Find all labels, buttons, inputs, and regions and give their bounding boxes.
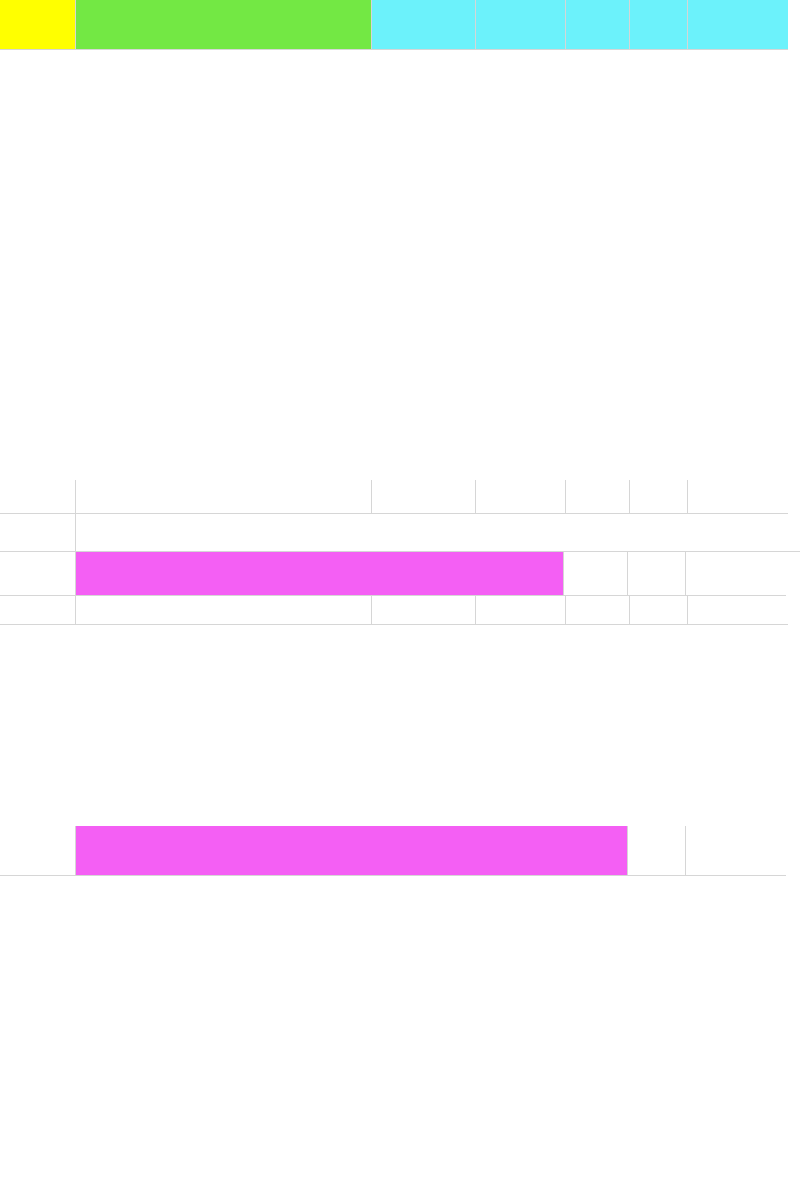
header-location[interactable] [476, 0, 566, 50]
empty-cell[interactable] [630, 480, 688, 514]
empty-cell[interactable] [686, 826, 786, 876]
tournament-leaders-title[interactable] [76, 552, 564, 596]
header-spent[interactable] [372, 0, 476, 50]
empty-cell[interactable] [566, 480, 630, 514]
tl-col-score[interactable] [372, 596, 476, 625]
tournament-leaders-header [0, 596, 800, 625]
empty-cell[interactable] [372, 480, 476, 514]
tournament-leaders-banner-row [0, 552, 800, 596]
header-score[interactable] [566, 0, 630, 50]
empty-cell[interactable] [686, 552, 786, 596]
tl-col-today[interactable] [476, 596, 566, 625]
empty-row [0, 480, 800, 514]
top3-title[interactable] [76, 826, 628, 876]
empty-cell[interactable] [76, 596, 372, 625]
empty-cell[interactable] [564, 552, 628, 596]
empty-cell[interactable] [688, 596, 788, 625]
header-thu[interactable] [630, 0, 688, 50]
empty-cell[interactable] [476, 480, 566, 514]
top3-banner-row [0, 826, 800, 876]
empty-cell[interactable] [76, 480, 372, 514]
footnote-row [0, 514, 800, 552]
header-percentage[interactable] [688, 0, 788, 50]
empty-cell[interactable] [628, 552, 686, 596]
empty-cell[interactable] [0, 480, 76, 514]
header-protagonist[interactable] [76, 0, 372, 50]
empty-cell[interactable] [0, 596, 76, 625]
empty-cell[interactable] [630, 596, 688, 625]
footnote[interactable] [76, 514, 800, 552]
header-row [0, 0, 800, 50]
empty-cell[interactable] [0, 826, 76, 876]
empty-cell[interactable] [688, 480, 788, 514]
header-pos[interactable] [0, 0, 76, 50]
empty-cell[interactable] [0, 514, 76, 552]
empty-cell[interactable] [0, 552, 76, 596]
empty-cell[interactable] [628, 826, 686, 876]
tl-col-thru[interactable] [566, 596, 630, 625]
